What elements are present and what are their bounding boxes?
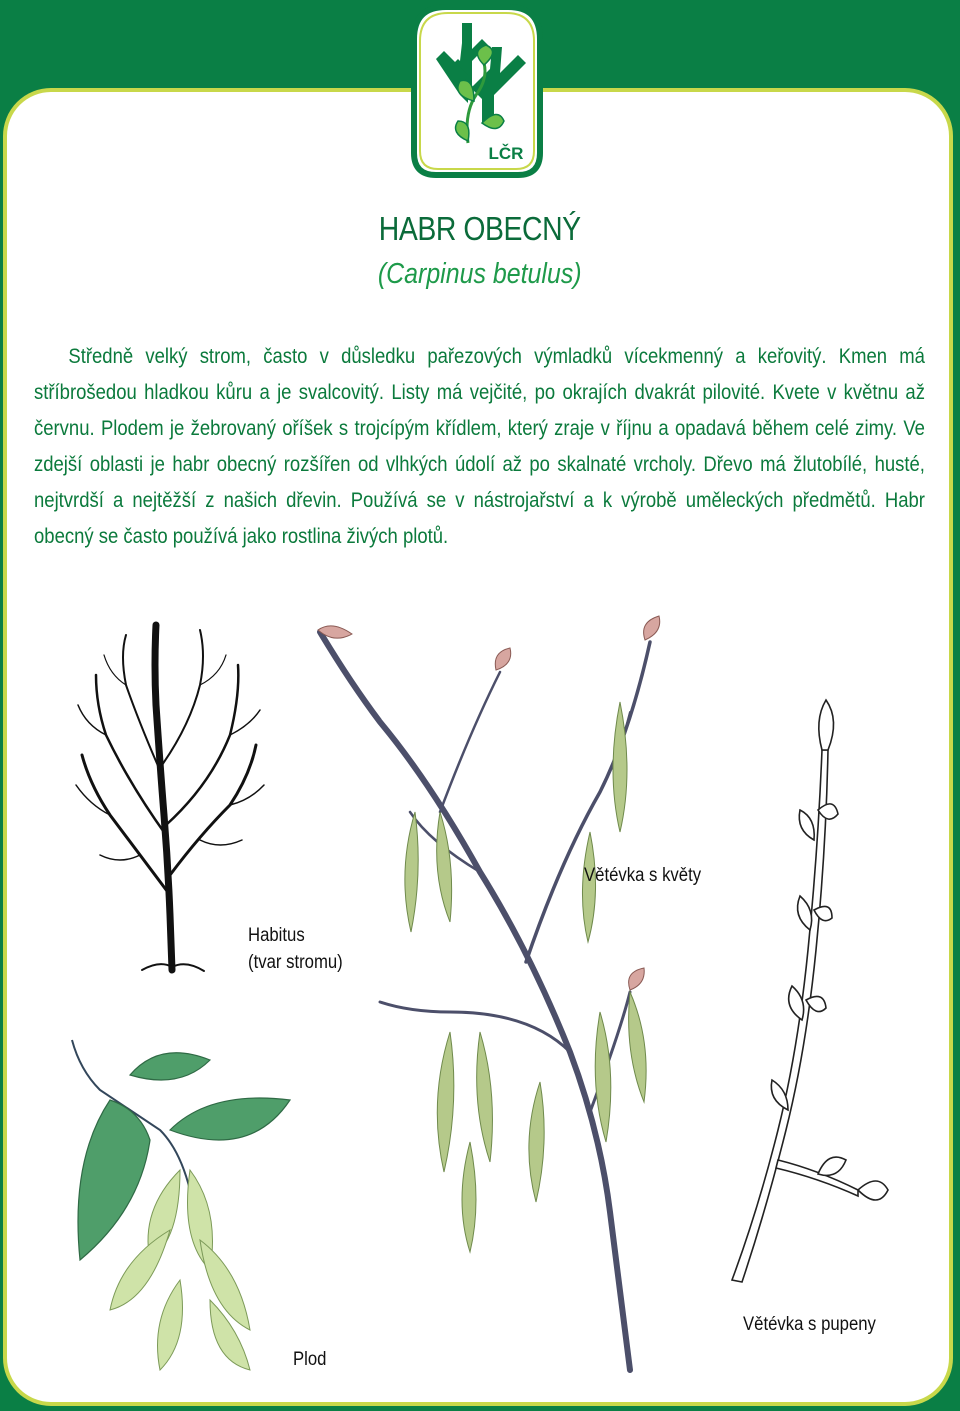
logo-text: LČR — [488, 144, 524, 163]
latin-name: (Carpinus betulus) — [377, 258, 582, 290]
description-text: Středně velký strom, často v důsledku pařezových výmladků vícekmenný a keřovitý. Kmen má stříbrošedou hladkou kůru a je svalcovitý. Listy má vejčité, po okrajích dvakrát pilovité. Kvete v květnu až červnu. Plodem je žebrovaný oříšek s trojcípým křídlem, který zraje v říjnu a opadavá během celé zimy. Ve zdejší oblasti je habr obecný rozšířen od vlhkých údolí až po skalnaté vrcholy. Dřevo má žlutobílé, husté, nejtvrdší a nejtěžší z našich dřevin. Používá se v nástrojařství a k výrobě uměleckých předmětů. Habr obecný se často používá jako rostlina živých plotů. — [34, 344, 925, 548]
habitus-tree-illustration — [70, 615, 270, 980]
lcr-logo — [406, 3, 548, 178]
page-title: HABR OBECNÝ — [378, 210, 581, 247]
buds-caption: Větévka s pupeny — [743, 1314, 876, 1335]
flowers-caption: Větévka s květy — [584, 865, 702, 886]
flowering-branch-illustration — [300, 612, 690, 1382]
habitus-caption-line1: Habitus — [248, 925, 305, 946]
buds-twig-illustration — [718, 690, 898, 1290]
fruit-illustration — [60, 1030, 300, 1380]
fruit-caption: Plod — [293, 1349, 327, 1370]
habitus-caption-line2: (tvar stromu) — [248, 952, 343, 973]
